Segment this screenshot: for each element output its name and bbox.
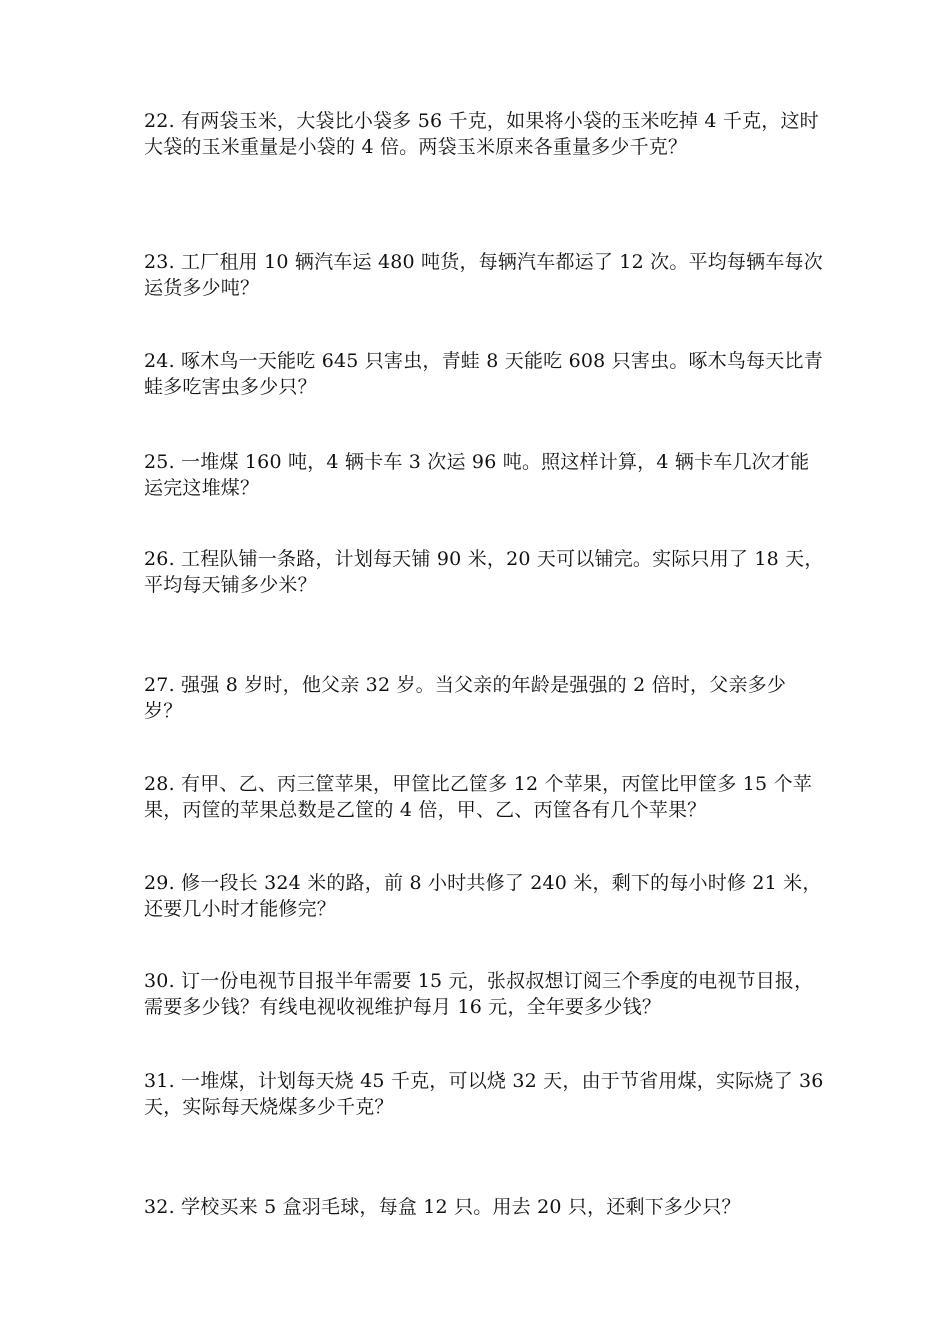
problem-29: 29. 修一段长 324 米的路，前 8 小时共修了 240 米，剩下的每小时修 21 米，还要几小时才能修完？	[144, 872, 822, 920]
problem-31: 31. 一堆煤，计划每天烧 45 千克，可以烧 32 天，由于节省用煤，实际烧了 36 天，实际每天烧煤多少千克？	[144, 1070, 824, 1118]
problem-27: 27. 强强 8 岁时，他父亲 32 岁。当父亲的年龄是强强的 2 倍时，父亲多少岁？	[144, 674, 787, 722]
problem-25: 25. 一堆煤 160 吨，4 辆卡车 3 次运 96 吨。照这样计算，4 辆卡车几次才能运完这堆煤？	[144, 451, 810, 499]
problem-22: 22. 有两袋玉米，大袋比小袋多 56 千克，如果将小袋的玉米吃掉 4 千克，这时大袋的玉米重量是小袋的 4 倍。两袋玉米原来各重量多少千克？	[144, 110, 819, 158]
problem-28: 28. 有甲、乙、丙三筐苹果，甲筐比乙筐多 12 个苹果，丙筐比甲筐多 15 个苹果，丙筐的苹果总数是乙筐的 4 倍，甲、乙、丙筐各有几个苹果？	[144, 773, 812, 821]
problem-30: 30. 订一份电视节目报半年需要 15 元，张叔叔想订阅三个季度的电视节目报，需要多少钱？有线电视收视维护每月 16 元，全年要多少钱？	[144, 970, 814, 1018]
problem-32: 32. 学校买来 5 盒羽毛球，每盒 12 只。用去 20 只，还剩下多少只？	[144, 1196, 741, 1218]
problem-23: 23. 工厂租用 10 辆汽车运 480 吨货，每辆汽车都运了 12 次。平均每辆车每次运货多少吨？	[144, 251, 823, 299]
problem-24: 24. 啄木鸟一天能吃 645 只害虫，青蛙 8 天能吃 608 只害虫。啄木鸟每天比青蛙多吃害虫多少只？	[144, 350, 823, 398]
problem-26: 26. 工程队铺一条路，计划每天铺 90 米，20 天可以铺完。实际只用了 18 天，平均每天铺多少米？	[144, 548, 824, 596]
